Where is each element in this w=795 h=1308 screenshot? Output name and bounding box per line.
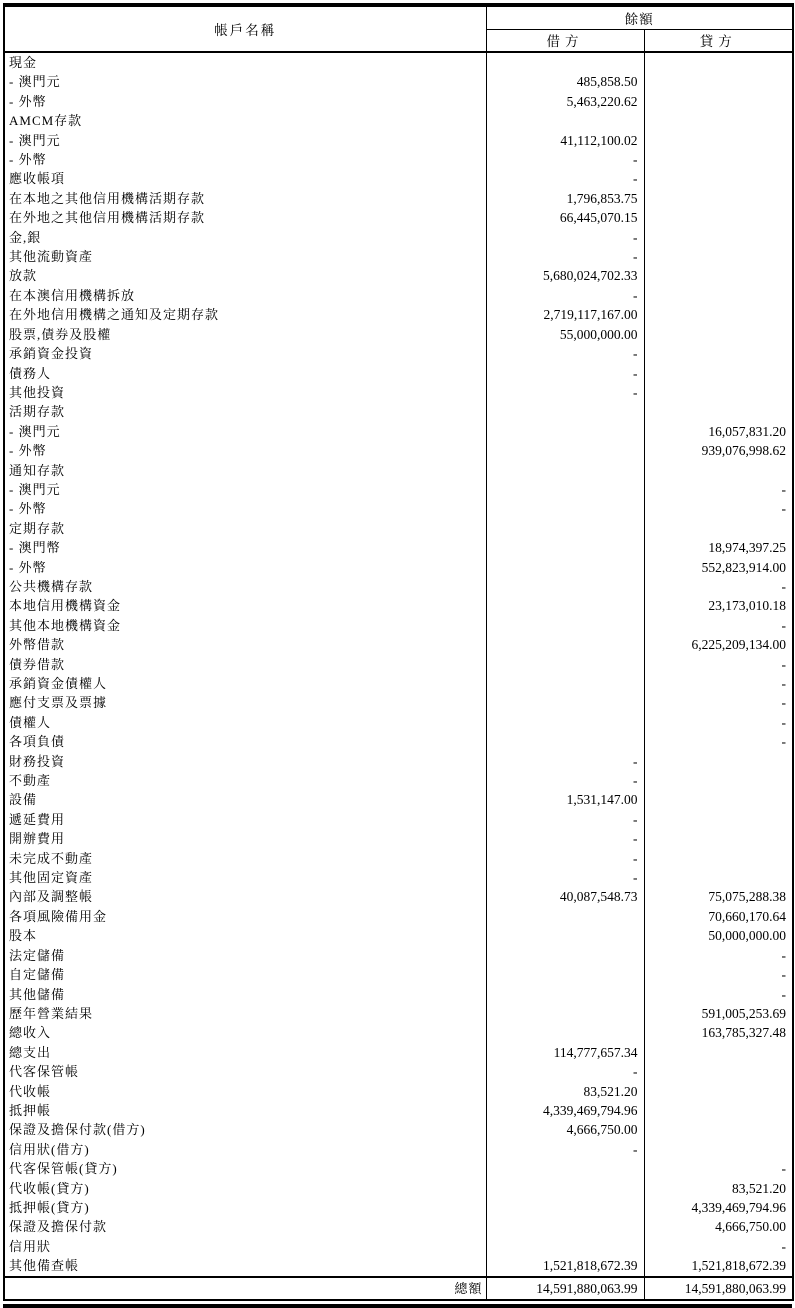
table-row [4, 907, 793, 926]
table-row [4, 383, 793, 402]
account-name: 未完成不動產 [4, 849, 486, 868]
total-row [4, 1277, 793, 1300]
debit-value: 1,521,818,672.39 [486, 1256, 644, 1276]
credit-value: - [781, 656, 786, 672]
table-row [4, 286, 793, 305]
credit-value [644, 752, 793, 771]
debit-value: 114,777,657.34 [486, 1043, 644, 1062]
debit-value: 485,858.50 [486, 72, 644, 91]
account-name: 各項風險備用金 [4, 907, 486, 926]
credit-value: - [781, 714, 786, 730]
debit-value: - [486, 228, 644, 247]
credit-value: 4,339,469,794.96 [691, 1199, 786, 1215]
credit-value: - [781, 1238, 786, 1254]
debit-value [486, 1159, 644, 1178]
debit-value: - [486, 383, 644, 402]
table-row [4, 519, 793, 538]
credit-value [644, 189, 793, 208]
debit-value [486, 441, 644, 460]
table-row [4, 441, 793, 460]
debit-value [486, 1179, 644, 1198]
credit-value [644, 849, 793, 868]
table-row [4, 150, 793, 169]
table-row [4, 422, 793, 441]
table-row [4, 1140, 793, 1159]
debit-value [486, 480, 644, 499]
debit-value [486, 461, 644, 480]
account-name: 債務人 [4, 364, 486, 383]
account-name: 內部及調整帳 [4, 887, 486, 906]
table-row [4, 1120, 793, 1139]
debit-value: - [486, 344, 644, 363]
debit-value [486, 907, 644, 926]
debit-value [486, 1217, 644, 1236]
balance-column-group-header: 餘額 [486, 5, 793, 29]
account-name: - 外幣 [4, 150, 486, 169]
table-row [4, 655, 793, 674]
account-name: - 澳門元 [4, 480, 486, 499]
account-name: AMCM存款 [4, 111, 486, 130]
debit-value [486, 538, 644, 557]
total-debit-value: 14,591,880,063.99 [486, 1277, 644, 1300]
table-outer-bottom-border [3, 1304, 792, 1308]
table-row [4, 499, 793, 518]
debit-value: - [486, 849, 644, 868]
account-name: 其他固定資產 [4, 868, 486, 887]
credit-value [644, 1101, 793, 1120]
debit-value [486, 111, 644, 130]
credit-value [644, 771, 793, 790]
table-footer [4, 1277, 793, 1300]
account-name: 開辦費用 [4, 829, 486, 848]
debit-value: 5,680,024,702.33 [486, 266, 644, 285]
table-row [4, 325, 793, 344]
credit-value: 18,974,397.25 [708, 540, 786, 556]
credit-value: 163,785,327.48 [701, 1025, 786, 1041]
table-row [4, 266, 793, 285]
debit-value: 2,719,117,167.00 [486, 305, 644, 324]
debit-value: - [486, 1062, 644, 1081]
account-name: - 外幣 [4, 558, 486, 577]
table-row [4, 461, 793, 480]
account-name: - 外幣 [4, 499, 486, 518]
table-row [4, 208, 793, 227]
account-name: - 澳門元 [4, 422, 486, 441]
account-name: - 外幣 [4, 441, 486, 460]
account-name: 本地信用機構資金 [4, 596, 486, 615]
table-row [4, 732, 793, 751]
debit-value [486, 674, 644, 693]
credit-value [644, 169, 793, 188]
credit-value [644, 1140, 793, 1159]
debit-value [486, 616, 644, 635]
table-row [4, 1043, 793, 1062]
credit-value [644, 325, 793, 344]
credit-value: 70,660,170.64 [708, 908, 786, 924]
account-name: 抵押帳(貸方) [4, 1198, 486, 1217]
table-row [4, 228, 793, 247]
table-row [4, 1198, 793, 1217]
debit-value [486, 985, 644, 1004]
account-name: 其他儲備 [4, 985, 486, 1004]
credit-value: 1,521,818,672.39 [691, 1258, 786, 1274]
account-name: 不動產 [4, 771, 486, 790]
debit-value: - [486, 829, 644, 848]
credit-value [644, 208, 793, 227]
debit-value [486, 558, 644, 577]
account-name: 債券借款 [4, 655, 486, 674]
account-name: - 澳門幣 [4, 538, 486, 557]
credit-value: - [781, 501, 786, 517]
credit-value: 6,225,209,134.00 [691, 637, 786, 653]
account-name: 在本地之其他信用機構活期存款 [4, 189, 486, 208]
debit-value: 1,531,147.00 [486, 790, 644, 809]
account-name: 現金 [4, 52, 486, 72]
debit-value: 41,112,100.02 [486, 131, 644, 150]
debit-value: 5,463,220.62 [486, 92, 644, 111]
table-row [4, 810, 793, 829]
credit-value: 16,057,831.20 [708, 423, 786, 439]
debit-value [486, 52, 644, 72]
account-name: 抵押帳 [4, 1101, 486, 1120]
account-name: 代客保管帳(貸方) [4, 1159, 486, 1178]
debit-value: - [486, 169, 644, 188]
table-row [4, 849, 793, 868]
account-name: 活期存款 [4, 402, 486, 421]
debit-value [486, 965, 644, 984]
table-header [4, 5, 793, 52]
table-row [4, 752, 793, 771]
table-row [4, 1179, 793, 1198]
account-name: 歷年營業結果 [4, 1004, 486, 1023]
account-name: 股票,債券及股權 [4, 325, 486, 344]
table-row [4, 305, 793, 324]
account-name: 承銷資金債權人 [4, 674, 486, 693]
account-name: 在外地信用機構之通知及定期存款 [4, 305, 486, 324]
credit-value: - [781, 734, 786, 750]
debit-value [486, 926, 644, 945]
debit-value [486, 946, 644, 965]
trial-balance-table [3, 3, 794, 1301]
account-name: 外幣借款 [4, 635, 486, 654]
debit-value: 4,339,469,794.96 [486, 1101, 644, 1120]
table-row [4, 965, 793, 984]
credit-value: 591,005,253.69 [701, 1005, 786, 1021]
debit-value: - [486, 868, 644, 887]
debit-value [486, 1023, 644, 1042]
account-name: 各項負債 [4, 732, 486, 751]
debit-value: 66,445,070.15 [486, 208, 644, 227]
credit-value [644, 305, 793, 324]
account-name: 應收帳項 [4, 169, 486, 188]
table-row [4, 247, 793, 266]
account-name: 其他本地機構資金 [4, 616, 486, 635]
account-name: 其他投資 [4, 383, 486, 402]
account-name: 通知存款 [4, 461, 486, 480]
table-row [4, 635, 793, 654]
debit-value [486, 1198, 644, 1217]
credit-value: - [781, 617, 786, 633]
table-row [4, 344, 793, 363]
table-row [4, 790, 793, 809]
credit-column-header: 貸方 [644, 29, 793, 52]
table-row [4, 1023, 793, 1042]
debit-value [486, 422, 644, 441]
table-row [4, 92, 793, 111]
table-row [4, 693, 793, 712]
credit-value [644, 1062, 793, 1081]
table-row [4, 558, 793, 577]
debit-column-header: 借方 [486, 29, 644, 52]
credit-value [644, 150, 793, 169]
table-row [4, 72, 793, 91]
debit-value: - [486, 150, 644, 169]
debit-value: - [486, 752, 644, 771]
debit-value [486, 713, 644, 732]
table-row [4, 1101, 793, 1120]
credit-value [644, 868, 793, 887]
table-row [4, 111, 793, 130]
account-name: 代收帳 [4, 1082, 486, 1101]
credit-value: 83,521.20 [732, 1180, 786, 1196]
table-row [4, 480, 793, 499]
credit-value [644, 247, 793, 266]
table-row [4, 1062, 793, 1081]
account-name: 債權人 [4, 713, 486, 732]
debit-value [486, 635, 644, 654]
credit-value: - [781, 986, 786, 1002]
credit-value: - [781, 578, 786, 594]
account-name: 其他流動資產 [4, 247, 486, 266]
account-name: - 澳門元 [4, 131, 486, 150]
table-row [4, 887, 793, 906]
debit-value [486, 519, 644, 538]
credit-value [644, 1120, 793, 1139]
credit-value [644, 829, 793, 848]
account-name: 保證及擔保付款 [4, 1217, 486, 1236]
table-row [4, 1159, 793, 1178]
table-row [4, 52, 793, 72]
table-row [4, 402, 793, 421]
credit-value [644, 364, 793, 383]
table-row [4, 364, 793, 383]
credit-value: 4,666,750.00 [715, 1219, 786, 1235]
credit-value: - [781, 695, 786, 711]
account-name: 信用狀 [4, 1237, 486, 1256]
total-credit-value: 14,591,880,063.99 [644, 1277, 793, 1300]
debit-value: - [486, 286, 644, 305]
credit-value: 939,076,998.62 [701, 443, 786, 459]
table-row [4, 1082, 793, 1101]
account-name: 總收入 [4, 1023, 486, 1042]
credit-value [644, 92, 793, 111]
debit-value: - [486, 247, 644, 266]
account-name: 定期存款 [4, 519, 486, 538]
credit-value [644, 402, 793, 421]
table-row [4, 131, 793, 150]
account-name: 金,銀 [4, 228, 486, 247]
account-name: - 澳門元 [4, 72, 486, 91]
table-row [4, 596, 793, 615]
account-name: 應付支票及票據 [4, 693, 486, 712]
table-row [4, 946, 793, 965]
credit-value [644, 131, 793, 150]
debit-value: 83,521.20 [486, 1082, 644, 1101]
table-row [4, 538, 793, 557]
table-row [4, 1217, 793, 1236]
table-row [4, 1256, 793, 1276]
table-row [4, 713, 793, 732]
credit-value [644, 344, 793, 363]
credit-value [644, 286, 793, 305]
table-row [4, 771, 793, 790]
debit-value: - [486, 364, 644, 383]
debit-value [486, 402, 644, 421]
credit-value [644, 72, 793, 91]
debit-value [486, 1004, 644, 1023]
credit-value [644, 111, 793, 130]
table-row [4, 169, 793, 188]
credit-value [644, 461, 793, 480]
debit-value [486, 1237, 644, 1256]
account-name: 代收帳(貸方) [4, 1179, 486, 1198]
table-row [4, 1237, 793, 1256]
account-name-column-header: 帳戶名稱 [4, 5, 486, 52]
debit-value [486, 693, 644, 712]
credit-value: 23,173,010.18 [708, 598, 786, 614]
table-row [4, 674, 793, 693]
table-row [4, 868, 793, 887]
account-name: 其他備查帳 [4, 1256, 486, 1276]
debit-value: 1,796,853.75 [486, 189, 644, 208]
account-name: 設備 [4, 790, 486, 809]
debit-value [486, 499, 644, 518]
account-name: 在外地之其他信用機構活期存款 [4, 208, 486, 227]
debit-value [486, 655, 644, 674]
account-name: 承銷資金投資 [4, 344, 486, 363]
credit-value [644, 1082, 793, 1101]
account-name: - 外幣 [4, 92, 486, 111]
credit-value [644, 228, 793, 247]
credit-value [644, 1043, 793, 1062]
account-name: 財務投資 [4, 752, 486, 771]
credit-value [644, 266, 793, 285]
table-row [4, 1004, 793, 1023]
debit-value: 4,666,750.00 [486, 1120, 644, 1139]
credit-value: - [781, 676, 786, 691]
account-name: 總支出 [4, 1043, 486, 1062]
credit-value [644, 383, 793, 402]
debit-value: 40,087,548.73 [486, 887, 644, 906]
table-row [4, 189, 793, 208]
debit-value: 55,000,000.00 [486, 325, 644, 344]
credit-value [644, 519, 793, 538]
table-row [4, 616, 793, 635]
table-row [4, 985, 793, 1004]
table-row [4, 577, 793, 596]
account-name: 法定儲備 [4, 946, 486, 965]
account-name: 在本澳信用機構拆放 [4, 286, 486, 305]
debit-value [486, 732, 644, 751]
table-row [4, 829, 793, 848]
table-body [4, 52, 793, 1277]
credit-value: - [781, 967, 786, 983]
account-name: 遞延費用 [4, 810, 486, 829]
debit-value: - [486, 1140, 644, 1159]
account-name: 股本 [4, 926, 486, 945]
debit-value: - [486, 771, 644, 790]
account-name: 代客保管帳 [4, 1062, 486, 1081]
account-name: 信用狀(借方) [4, 1140, 486, 1159]
credit-value [644, 52, 793, 72]
credit-value [644, 810, 793, 829]
account-name: 保證及擔保付款(借方) [4, 1120, 486, 1139]
credit-value: 50,000,000.00 [708, 928, 786, 944]
credit-value: - [781, 1161, 786, 1177]
account-name: 公共機構存款 [4, 577, 486, 596]
debit-value [486, 596, 644, 615]
credit-value: - [781, 947, 786, 963]
credit-value: 552,823,914.00 [701, 559, 786, 575]
total-label: 總額 [4, 1277, 486, 1300]
table-row [4, 926, 793, 945]
credit-value: 75,075,288.38 [708, 889, 786, 905]
credit-value: - [781, 481, 786, 497]
account-name: 放款 [4, 266, 486, 285]
debit-value: - [486, 810, 644, 829]
account-name: 自定儲備 [4, 965, 486, 984]
debit-value [486, 577, 644, 596]
credit-value [644, 790, 793, 809]
